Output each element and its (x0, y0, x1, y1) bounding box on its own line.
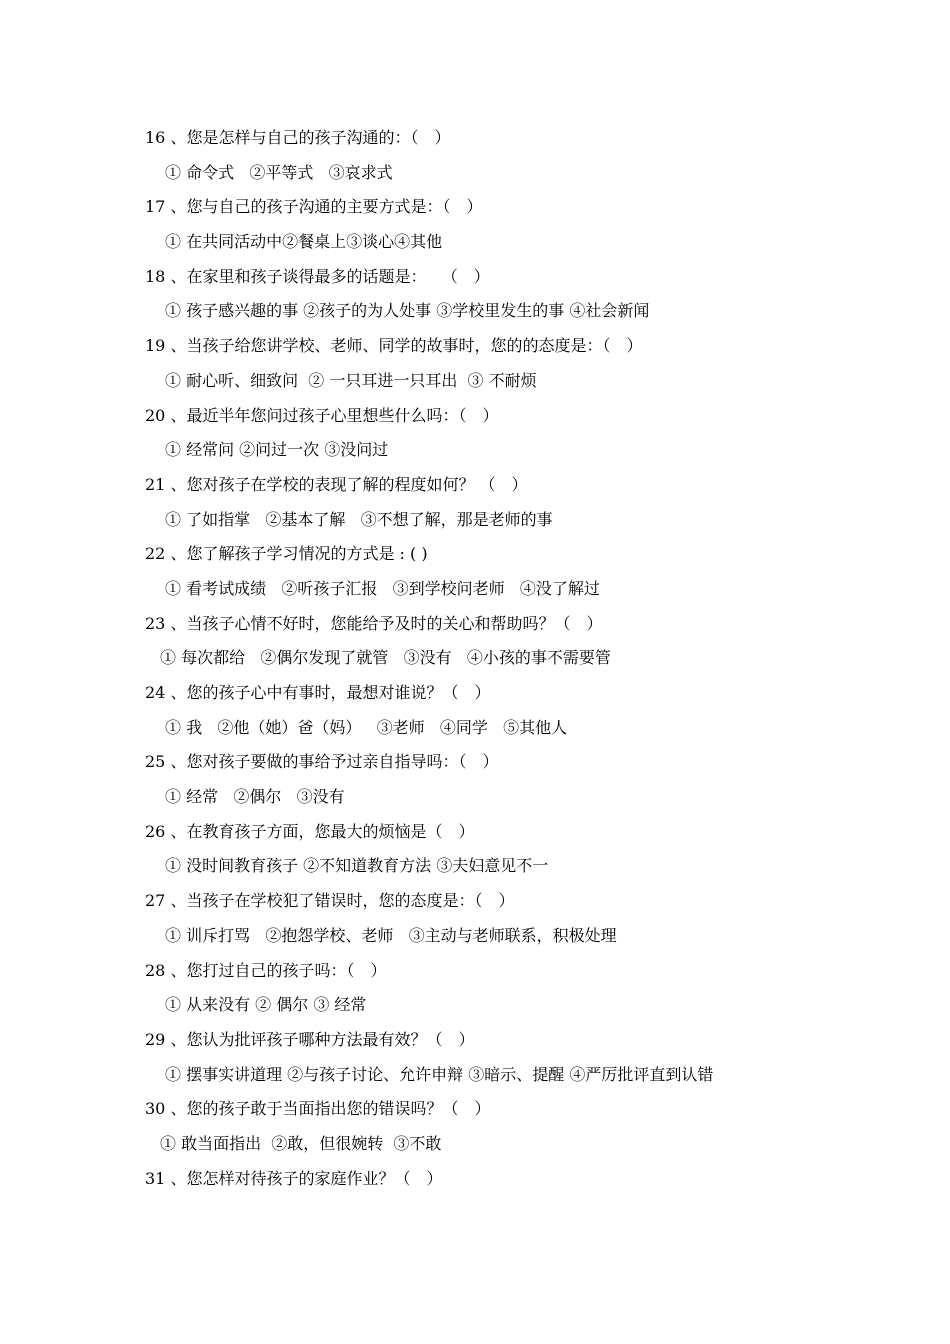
options-24: ① 我 ②他（她）爸（妈） ③老师 ④同学 ⑤其他人 (165, 717, 568, 737)
options-25: ① 经常 ②偶尔 ③没有 (165, 787, 345, 807)
question-19: 19 、当孩子给您讲学校、老师、同学的故事时，您的的态度是：（ ） (145, 336, 643, 356)
options-21: ① 了如指掌 ②基本了解 ③不想了解，那是老师的事 (165, 509, 553, 529)
options-27: ① 训斥打骂 ②抱怨学校、老师 ③主动与老师联系，积极处理 (165, 925, 617, 945)
question-27: 27 、当孩子在学校犯了错误时，您的态度是：（ ） (145, 891, 515, 911)
question-20: 20 、最近半年您问过孩子心里想些什么吗：（ ） (145, 405, 499, 425)
question-28: 28 、您打过自己的孩子吗：（ ） (145, 960, 387, 980)
options-18: ① 孩子感兴趣的事 ②孩子的为人处事 ③学校里发生的事 ④社会新闻 (165, 301, 650, 321)
options-22: ① 看考试成绩 ②听孩子汇报 ③到学校问老师 ④没了解过 (165, 578, 600, 598)
question-24: 24 、您的孩子心中有事时，最想对谁说？（ ） (145, 683, 491, 702)
question-30: 30 、您的孩子敢于当面指出您的错误吗？（ ） (145, 1099, 491, 1119)
options-16: ① 命令式 ②平等式 ③哀求式 (165, 162, 393, 182)
question-17: 17 、您与自己的孩子沟通的主要方式是：（ ） (145, 197, 483, 217)
options-30: ① 敢当面指出 ②敢，但很婉转 ③不敢 (160, 1133, 442, 1153)
options-19: ① 耐心听、细致问 ② 一只耳进一只耳出 ③ 不耐烦 (165, 370, 537, 390)
options-20: ① 经常问 ②问过一次 ③没问过 (165, 440, 389, 460)
questionnaire-page (145, 121, 845, 1196)
question-31: 31 、您怎样对待孩子的家庭作业？（ ） (145, 1168, 443, 1188)
options-23: ① 每次都给 ②偶尔发现了就管 ③没有 ④小孩的事不需要管 (160, 648, 611, 668)
question-23: 23 、当孩子心情不好时，您能给予及时的关心和帮助吗？（ ） (145, 613, 603, 633)
question-22: 22 、您了解孩子学习情况的方式是 : ( ) (145, 544, 428, 564)
question-29: 29 、您认为批评孩子哪种方法最有效？（ ） (145, 1029, 475, 1049)
question-18: 18 、在家里和孩子谈得最多的话题是： （ ） (145, 266, 490, 286)
options-17: ① 在共同活动中②餐桌上③谈心④其他 (165, 232, 443, 252)
question-26: 26 、在教育孩子方面，您最大的烦恼是（ ） (145, 821, 475, 841)
question-25: 25 、您对孩子要做的事给予过亲自指导吗：（ ） (145, 752, 499, 772)
options-29: ① 摆事实讲道理 ②与孩子讨论、允许申辩 ③暗示、提醒 ④严厉批评直到认错 (165, 1064, 714, 1084)
options-28: ① 从来没有 ② 偶尔 ③ 经常 (165, 995, 367, 1015)
options-26: ① 没时间教育孩子 ②不知道教育方法 ③夫妇意见不一 (165, 856, 549, 876)
question-21: 21 、您对孩子在学校的表现了解的程度如何？ （ ） (145, 474, 528, 494)
question-16: 16 、您是怎样与自己的孩子沟通的：（ ） (145, 128, 451, 147)
